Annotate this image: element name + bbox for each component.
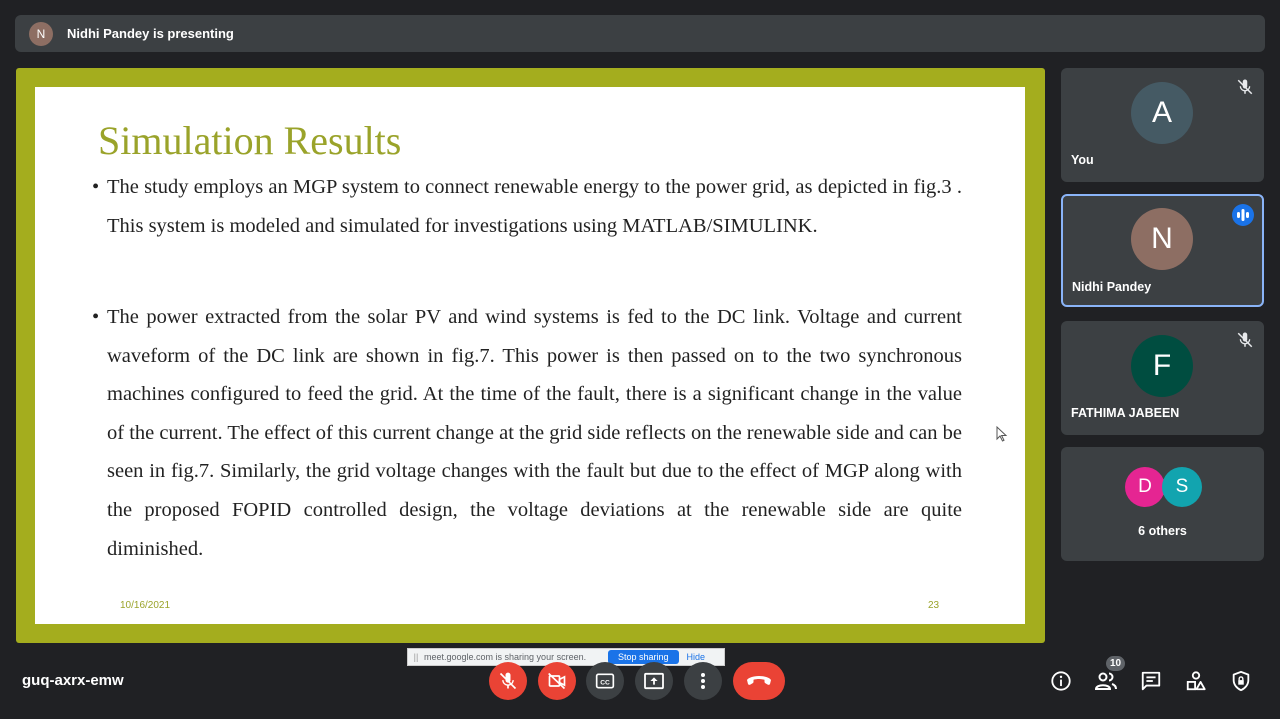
more-vert-icon [700, 672, 706, 690]
activities-button[interactable] [1184, 669, 1208, 693]
participant-name: Nidhi Pandey [1072, 280, 1152, 294]
meeting-details-button[interactable] [1049, 669, 1073, 693]
slide-date: 10/16/2021 [120, 600, 171, 611]
mouse-cursor-icon [996, 426, 1008, 442]
people-count-badge: 10 [1106, 656, 1125, 671]
avatar: N [1131, 208, 1193, 270]
participant-tile-you[interactable] [1061, 68, 1264, 182]
slide [35, 87, 1025, 662]
info-icon [1050, 670, 1072, 692]
stop-sharing-button[interactable]: Stop sharing [608, 650, 679, 664]
participant-tile-nidhi[interactable] [1061, 194, 1264, 307]
presenter-avatar: N [29, 22, 53, 46]
bullet-text: The power extracted from the solar PV and wind systems is fed to the DC link. Voltage and current waveform of the DC link are shown in fig.7. This power is then passed on to the two synchronous machines configured to feed the grid. At the time of the fault, there is a significant change in the value of the current. The effect of this current change at the grid side reflects on the renewable side and can be seen in fig.7. Similarly, the grid voltage changes with the fault but due to the effect of MGP along with the proposed FOPID controlled design, the voltage deviations at the renewable side are quite diminished. [107, 306, 962, 560]
others-tile[interactable] [1061, 447, 1264, 561]
slide-bullet [92, 298, 962, 568]
chat-button[interactable] [1139, 669, 1163, 693]
mic-off-icon [498, 671, 518, 691]
bullet-marker: • [92, 306, 100, 328]
share-message: meet.google.com is sharing your screen. [424, 652, 587, 662]
presenting-banner [15, 15, 1265, 52]
present-now-button[interactable] [635, 662, 673, 700]
camera-toggle-button[interactable] [538, 662, 576, 700]
activities-icon [1185, 670, 1207, 692]
avatar: S [1162, 467, 1202, 507]
svg-text:CC: CC [600, 679, 610, 687]
shield-lock-icon [1230, 670, 1252, 692]
participant-name: You [1071, 153, 1094, 167]
presenting-text: Nidhi Pandey is presenting [67, 26, 234, 41]
present-screen-icon [643, 672, 665, 690]
people-button[interactable] [1094, 669, 1118, 693]
avatar: A [1131, 82, 1193, 144]
participant-name: FATHIMA JABEEN [1071, 406, 1180, 420]
host-controls-button[interactable] [1229, 669, 1253, 693]
captions-icon [595, 672, 615, 690]
mic-off-icon [1236, 331, 1254, 349]
slide-title: Simulation Results [98, 118, 402, 163]
chat-icon [1140, 670, 1162, 692]
mic-toggle-button[interactable] [489, 662, 527, 700]
leave-call-button[interactable] [733, 662, 785, 700]
mic-off-icon [1236, 78, 1254, 96]
participant-tile-fathima[interactable] [1061, 321, 1264, 435]
people-icon [1094, 670, 1118, 692]
camera-off-icon [546, 671, 568, 691]
avatar: D [1125, 467, 1165, 507]
drag-grip-icon[interactable]: || [413, 652, 419, 662]
more-options-button[interactable] [684, 662, 722, 700]
others-label: 6 others [1138, 524, 1187, 538]
slide-page-number: 23 [928, 600, 940, 611]
speaking-indicator-icon [1232, 204, 1254, 226]
avatar: F [1131, 335, 1193, 397]
bullet-marker: • [92, 176, 100, 198]
end-call-icon [746, 675, 772, 687]
slide-bullet [92, 168, 962, 245]
captions-button[interactable] [586, 662, 624, 700]
shared-screen [16, 68, 1045, 662]
bullet-text: The study employs an MGP system to connect renewable energy to the power grid, as depicted in fig.3 . This system is modeled and simulated for investigations using MATLAB/SIMULINK. [107, 176, 962, 237]
hide-button[interactable]: Hide [686, 652, 706, 662]
meeting-code: guq-axrx-emw [22, 672, 124, 689]
